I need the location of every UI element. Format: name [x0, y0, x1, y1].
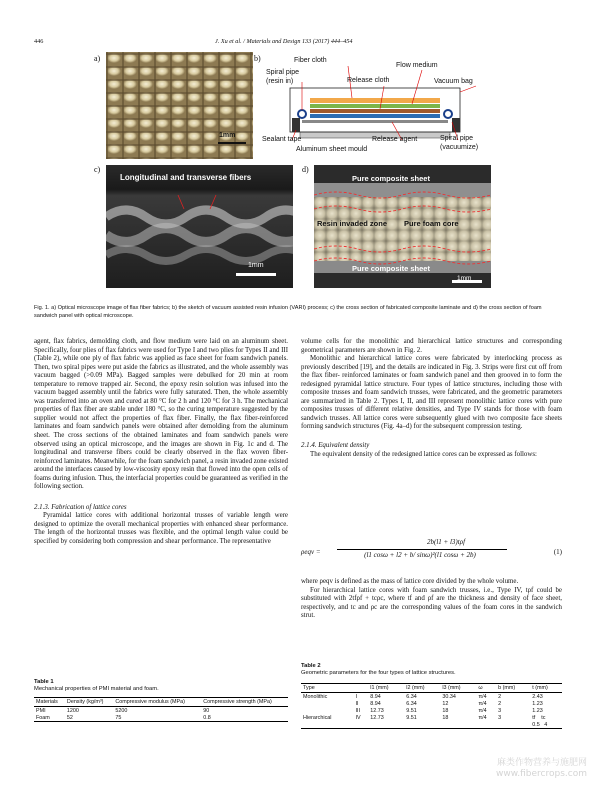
- table1-header: Compressive modulus (MPa): [113, 698, 201, 707]
- table-cell: π/4: [478, 714, 487, 721]
- table1-header: Density (kg/m³): [65, 698, 113, 707]
- table2-title: Table 2: [301, 663, 321, 669]
- table-cell: 52: [65, 714, 113, 722]
- table-cell: π/4: [478, 700, 487, 707]
- label-resin-zone: Resin invaded zone: [317, 219, 388, 228]
- table2-header: ω: [476, 684, 496, 693]
- table-cell: 5200: [115, 707, 128, 714]
- table-cell: 18: [442, 714, 449, 721]
- watermark-line: 麻类作物营养与施肥网: [496, 758, 587, 768]
- scale-label-a: 1mm: [219, 132, 236, 139]
- table2-header: b (mm): [496, 684, 530, 693]
- table1-header: Materials: [34, 698, 65, 707]
- table-cell: 12.73: [370, 707, 384, 714]
- table-cell: 12: [442, 700, 449, 707]
- paragraph: Pyramidal lattice cores with additional horizontal trusses of variable length were designed to optimize the overall mechanical properties with enhanced shear performance. The length of the horizontal trusses was flexible, and the optimal length value could be specified by considering both compression and shear performance. The representative: [34, 512, 288, 546]
- fabric-micrograph: [106, 52, 253, 159]
- table2-header: t (mm): [530, 684, 562, 693]
- table-cell: 8.94: [370, 693, 381, 700]
- table-row: [301, 721, 562, 729]
- label-flow-medium: Flow medium: [396, 62, 438, 69]
- label-foam-core: Pure foam core: [404, 219, 459, 228]
- left-column: [34, 338, 288, 547]
- table1-title: Table 1: [34, 679, 54, 685]
- panel-label-b: b): [254, 54, 261, 63]
- table-cell: [404, 721, 440, 729]
- paragraph: Monolithic and hierarchical lattice cores were fabricated by interlocking process as previously described [19], and the details are indicated in Fig. 3. Strips were first cut off from the flax fiber- reinforced laminates or foam sandwich panel and then grooved in to form the redesigned pyramidal lattice structure. Four types of lattice structures, including those with composite trusses and foam sandwich trusses, were fabricated, and the geometric parameters are summarized in Table 2. Types I, II, and III represent monolithic lattice cores with pure composites trusses of different relative densities, and Type IV stands for those with foam sandwich trusses. All lattice cores were subsequently glued with two composite face sheets forming sandwich structures (Fig. 4a–d) for the subsequent compression testing.: [301, 355, 562, 431]
- table-row: [34, 707, 288, 715]
- page-number: 446: [34, 38, 44, 45]
- label-top-sheet: Pure composite sheet: [352, 174, 430, 183]
- equation-number: (1): [553, 548, 562, 556]
- table-cell: [301, 700, 354, 707]
- table-cell: [354, 721, 369, 729]
- panel-label-c: c): [94, 165, 101, 174]
- section-heading: 2.1.4. Equivalent density: [301, 442, 370, 450]
- table-cell: 2: [498, 700, 502, 707]
- equation-denominator: (l1 cosω + l2 + b/ sinω)²(l1 cosω + 2b): [364, 551, 476, 559]
- table-cell: Monolithic: [303, 693, 328, 700]
- table-cell: II: [355, 700, 359, 707]
- table-cell: π/4: [478, 707, 487, 714]
- figure-caption: Fig. 1. a) Optical microscope image of flax fiber fabrics; b) the sketch of vacuum assisted resin infusion (VARI) process; c) the cross section of fabricated composite laminate and d) the cross section of foam sandwich panel with optical microscope.: [34, 305, 542, 319]
- table-cell: [476, 721, 496, 729]
- table2-header: [354, 684, 369, 693]
- table-row: [301, 700, 562, 707]
- section-heading: 2.1.3. Fabrication of lattice cores: [34, 503, 127, 511]
- watermark: [496, 758, 587, 780]
- table-cell: 9.51: [406, 707, 417, 714]
- table-cell: 0.5 4: [530, 721, 562, 729]
- label-release-cloth: Release cloth: [347, 77, 390, 84]
- label-fiber-cloth: Fiber cloth: [294, 57, 327, 64]
- paragraph: where ρeqv is defined as the mass of lattice core divided by the whole volume.: [301, 578, 519, 585]
- table-cell: π/4: [478, 693, 487, 700]
- table-row: [34, 714, 288, 722]
- sandwich-cross-section: [314, 165, 491, 288]
- scale-label-d: 1mm: [457, 275, 472, 282]
- running-header: J. Xu et al. / Materials and Design 133 (2017) 444–454: [215, 38, 353, 45]
- label-spiral-out: Spiral pipe (vacuumize): [440, 135, 479, 151]
- table-cell: 9.51: [406, 714, 417, 721]
- label-spiral-in: Spiral pipe (resin in): [266, 69, 300, 85]
- label-sealant-tape: Sealant tape: [262, 136, 302, 143]
- table1-header: Compressive strength (MPa): [201, 698, 288, 707]
- scale-label-c: 1mm: [248, 262, 264, 269]
- table2: [301, 683, 562, 729]
- table-cell: 18: [442, 707, 449, 714]
- table-cell: 6.34: [406, 693, 417, 700]
- panel-label-d: d): [302, 165, 309, 174]
- table-cell: 1200: [66, 707, 79, 714]
- table-cell: PMI: [36, 707, 46, 714]
- table-cell: I: [355, 693, 358, 700]
- right-column: [301, 338, 562, 459]
- table2-header: Type: [301, 684, 354, 693]
- table-cell: IV: [355, 714, 361, 721]
- table-cell: 75: [113, 714, 201, 722]
- table-row: [301, 707, 562, 714]
- equation-lhs: ρeqv =: [301, 548, 321, 556]
- table-row: [301, 714, 562, 721]
- table-cell: III: [355, 707, 361, 714]
- label-release-agent: Release agent: [372, 136, 418, 143]
- table-cell: 2: [498, 693, 502, 700]
- label-bottom-sheet: Pure composite sheet: [352, 264, 430, 273]
- watermark-line: www.fibercrops.com: [496, 769, 587, 779]
- table-cell: 12.73: [370, 714, 384, 721]
- right-column-cont: [301, 578, 562, 621]
- label-mould: Aluminum sheet mould: [296, 146, 368, 153]
- table1-caption: Mechanical properties of PMI material and foam.: [34, 686, 159, 692]
- table1: [34, 697, 288, 722]
- paragraph: volume cells for the monolithic and hierarchical lattice structures and corresponding geometrical parameters are shown in Fig. 2.: [301, 338, 562, 354]
- table-cell: 1.23: [532, 707, 543, 714]
- table-cell: [440, 721, 476, 729]
- table-cell: 2.43: [532, 693, 543, 700]
- table-cell: [301, 721, 354, 729]
- panel-label-a: a): [94, 54, 101, 63]
- table2-header: l3 (mm): [440, 684, 476, 693]
- table-cell: Foam: [34, 714, 65, 722]
- table-cell: 8.94: [370, 700, 381, 707]
- table-cell: 6.34: [406, 700, 417, 707]
- paragraph: The equivalent density of the redesigned lattice cores can be expressed as follows:: [310, 450, 537, 458]
- equation-numerator: 2b(l1 + l3)tρf: [426, 538, 466, 546]
- equation-1: [301, 538, 562, 566]
- table-cell: [301, 707, 354, 714]
- table-cell: 90: [203, 707, 210, 714]
- table-cell: 3: [498, 714, 502, 721]
- table-row: [301, 693, 562, 701]
- table-cell: 0.8: [201, 714, 288, 722]
- table-cell: 1.23: [532, 700, 543, 707]
- table-cell: Hierarchical: [303, 714, 332, 721]
- table-cell: 30.34: [442, 693, 456, 700]
- table-cell: [368, 721, 404, 729]
- scale-bar-a: [218, 142, 246, 144]
- table-cell: 3: [498, 707, 502, 714]
- label-vacuum-bag: Vacuum bag: [434, 78, 473, 85]
- table-cell: tf tc: [532, 714, 546, 721]
- table2-caption: Geometric parameters for the four types of lattice structures.: [301, 670, 456, 676]
- table2-header: l1 (mm): [368, 684, 404, 693]
- table2-header: l2 (mm): [404, 684, 440, 693]
- label-fibers: Longitudinal and transverse fibers: [120, 173, 252, 182]
- laminate-cross-section: [106, 165, 293, 288]
- paragraph: agent, flax fabrics, demolding cloth, and flow medium were laid on an aluminum sheet. Specifically, four plies of flax fabrics were used for Type I and two plies for Types II and III (Table 2), while one ply of flax fabric was applied as face sheet for foam sandwich panels. Then, two spiral pipes were put aside the fabrics as illustrated, and the whole assembly was vacuum bagged (>0.09 MPa). Bagged samples were debulked for 20 min at room temperature to remove trapped air. Second, the epoxy resin solution was infused into the vacuum bagged assembly until the fabrics were fully saturated. Then, the whole assembly was transferred into an oven and cured at 80 °C for 2 h and 120 °C for 3 h. The mechanical properties of flax fiber are stable under 180 °C, so the curing temperature suggested by the supplier would not affect the properties of flax fiber. Finally, the flax fiber-reinforced laminates and foam sandwich panels were obtained after demolding from the aluminum sheet. The cross sections of the obtained laminates and foam sandwich panels were observed using an optical microscope, and the images are shown in Fig. 1c and d. The longitudinal and transverse fibers could be clearly observed in the flax woven fiber-reinforced laminates. Meanwhile, for the foam sandwich panel, a resin invaded zone existed around the interfaces caused by low-viscosity epoxy resin that flowed into the open cells of foams during infusion. Thus, the interfacial properties could be guaranteed as verified in the following section.: [34, 338, 288, 491]
- table-cell: [496, 721, 530, 729]
- paragraph: For hierarchical lattice cores with foam sandwich trusses, i.e., Type IV, tρf could be substituted with 2tfρf + tcρc, where tf and ρf are the thickness and density of face sheet, respectively, and tc and ρc are the corresponding values of the foam cores in the sandwich strut.: [301, 586, 562, 620]
